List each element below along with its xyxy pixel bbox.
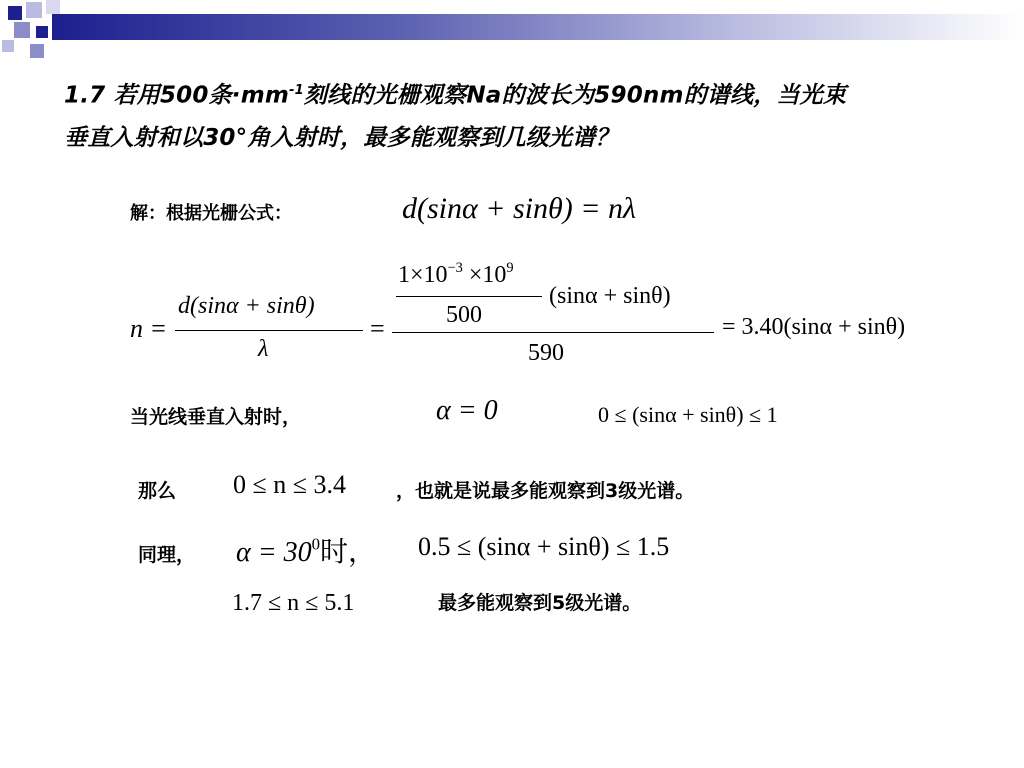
deco-square	[46, 0, 60, 14]
header-decoration	[0, 0, 1024, 62]
n-range-3: 0 ≤ n ≤ 3.4	[233, 470, 347, 499]
deco-square	[26, 2, 42, 18]
conclusion-5: 最多能观察到5级光谱。	[438, 592, 642, 614]
n-range-5: 1.7 ≤ n ≤ 5.1	[232, 590, 355, 616]
equals-sign: =	[370, 314, 385, 343]
problem-number: 1.7	[64, 82, 106, 109]
fraction1-bar	[175, 330, 363, 331]
gradient-bar	[52, 14, 1024, 40]
alpha-30: $\alpha = 30^0$时，	[236, 534, 376, 568]
result-expression: = 3.40(sinα + sinθ)	[722, 314, 906, 340]
inner-fraction-bar	[396, 296, 542, 297]
n-equals: n =	[130, 314, 168, 343]
grating-formula: d(sinα + sinθ) = nλ	[402, 192, 636, 225]
deco-square	[30, 44, 44, 58]
fraction1-numerator: d(sinα + sinθ)	[178, 293, 315, 319]
outer-fraction-bar	[392, 332, 714, 333]
deco-square	[8, 6, 22, 20]
alpha-zero: α = 0	[436, 395, 498, 426]
deco-square	[14, 22, 30, 38]
deco-square	[36, 26, 48, 38]
inner-denominator: 500	[446, 302, 482, 328]
solution-label: 解：根据光栅公式：	[130, 203, 292, 224]
inner-factor: (sinα + sinθ)	[549, 283, 671, 309]
conclusion-3: ，也就是说最多能观察到3级光谱。	[396, 480, 695, 502]
similarly-label: 同理，	[138, 544, 196, 566]
then-label: 那么	[138, 480, 177, 502]
range-30: 0.5 ≤ (sinα + sinθ) ≤ 1.5	[418, 532, 670, 561]
deco-square	[2, 40, 14, 52]
fraction1-denominator: λ	[258, 336, 269, 362]
normal-incidence-label: 当光线垂直入射时，	[130, 406, 302, 428]
problem-statement: 1.7 若用500条$\cdot mm^{-1}$刻线的光栅观察Na的波长为590nm的谱线，当光束 垂直入射和以30°角入射时，最多能观察到几级光谱？	[64, 82, 847, 151]
outer-denominator: 590	[528, 340, 564, 366]
inner-numerator: $1\times 10^{-3} \times 10^9$	[398, 260, 514, 289]
normal-range: 0 ≤ (sinα + sinθ) ≤ 1	[598, 402, 778, 427]
